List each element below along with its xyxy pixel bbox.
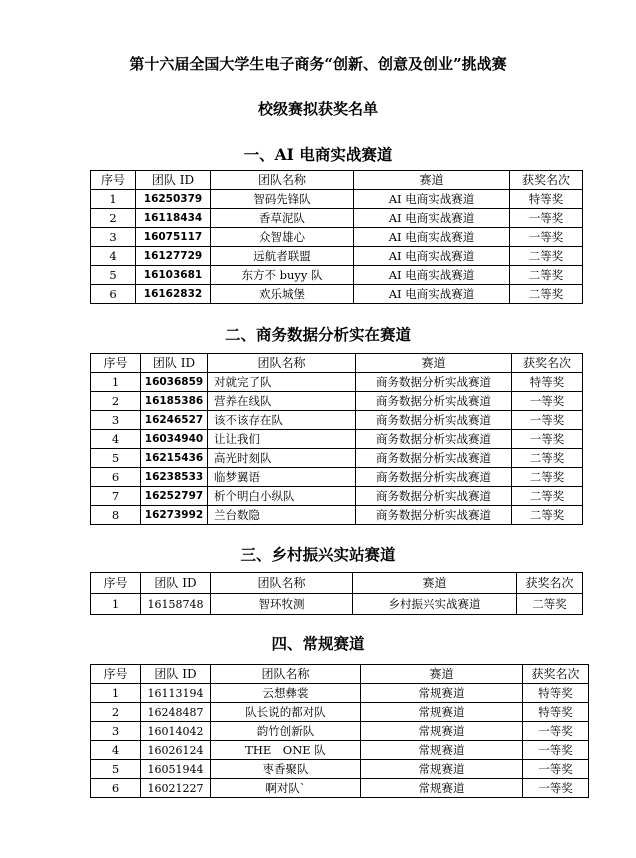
team-name: THE ONE 队 bbox=[211, 741, 361, 760]
section-heading-regular: 四、常规赛道 bbox=[271, 634, 365, 653]
column-header: 团队 ID bbox=[141, 573, 211, 594]
team-name: 云想彝裳 bbox=[211, 684, 361, 703]
team-id: 16026124 bbox=[141, 741, 211, 760]
award: 二等奖 bbox=[512, 449, 583, 468]
column-header: 团队 ID bbox=[141, 665, 211, 684]
row-number: 3 bbox=[91, 228, 136, 247]
award: 二等奖 bbox=[517, 594, 583, 615]
column-header: 赛道 bbox=[361, 665, 523, 684]
row-number: 5 bbox=[91, 266, 136, 285]
column-header: 获奖名次 bbox=[510, 171, 583, 190]
column-header: 团队名称 bbox=[208, 354, 356, 373]
award: 二等奖 bbox=[512, 468, 583, 487]
team-name: 临梦翼语 bbox=[208, 468, 356, 487]
section-heading-data-analysis: 二、商务数据分析实在赛道 bbox=[224, 325, 411, 344]
team-name: 队长说的都对队 bbox=[211, 703, 361, 722]
column-header: 团队 ID bbox=[136, 171, 211, 190]
table-row bbox=[91, 468, 583, 487]
row-number: 2 bbox=[91, 703, 141, 722]
column-header: 赛道 bbox=[354, 171, 510, 190]
track: 商务数据分析实战赛道 bbox=[356, 449, 512, 468]
team-name: 对就完了队 bbox=[208, 373, 356, 392]
track: 常规赛道 bbox=[361, 684, 523, 703]
table-row bbox=[91, 266, 583, 285]
team-name: 东方不 buyy 队 bbox=[211, 266, 354, 285]
team-id: 16250379 bbox=[136, 190, 211, 209]
team-id: 16014042 bbox=[141, 722, 211, 741]
team-name: 让让我们 bbox=[208, 430, 356, 449]
column-header: 序号 bbox=[91, 354, 141, 373]
track: AI 电商实战赛道 bbox=[354, 285, 510, 304]
award: 二等奖 bbox=[510, 266, 583, 285]
document-subtitle: 校级赛拟获奖名单 bbox=[257, 100, 378, 118]
track: AI 电商实战赛道 bbox=[354, 190, 510, 209]
track: AI 电商实战赛道 bbox=[354, 266, 510, 285]
team-name: 智码先锋队 bbox=[211, 190, 354, 209]
team-id: 16185386 bbox=[141, 392, 208, 411]
team-id: 16021227 bbox=[141, 779, 211, 798]
row-number: 3 bbox=[91, 411, 141, 430]
award: 一等奖 bbox=[523, 722, 589, 741]
row-number: 4 bbox=[91, 430, 141, 449]
team-id: 16127729 bbox=[136, 247, 211, 266]
column-header: 获奖名次 bbox=[512, 354, 583, 373]
team-id: 16248487 bbox=[141, 703, 211, 722]
row-number: 4 bbox=[91, 247, 136, 266]
row-number: 7 bbox=[91, 487, 141, 506]
table-row bbox=[91, 247, 583, 266]
document-title: 第十六届全国大学生电子商务“创新、创意及创业”挑战赛 bbox=[129, 55, 507, 73]
table-header-row bbox=[91, 573, 583, 594]
team-id: 16113194 bbox=[141, 684, 211, 703]
row-number: 6 bbox=[91, 285, 136, 304]
table-row bbox=[91, 722, 589, 741]
table-row bbox=[91, 209, 583, 228]
table-row bbox=[91, 741, 589, 760]
column-header: 赛道 bbox=[356, 354, 512, 373]
track: 常规赛道 bbox=[361, 760, 523, 779]
column-header: 团队 ID bbox=[141, 354, 208, 373]
award: 一等奖 bbox=[512, 430, 583, 449]
award: 二等奖 bbox=[512, 506, 583, 525]
team-name: 智环牧测 bbox=[211, 594, 353, 615]
award: 一等奖 bbox=[510, 228, 583, 247]
track: 常规赛道 bbox=[361, 779, 523, 798]
track: 商务数据分析实战赛道 bbox=[356, 487, 512, 506]
award: 一等奖 bbox=[523, 741, 589, 760]
track: 常规赛道 bbox=[361, 741, 523, 760]
row-number: 2 bbox=[91, 392, 141, 411]
award: 特等奖 bbox=[523, 703, 589, 722]
team-id: 16103681 bbox=[136, 266, 211, 285]
team-id: 16034940 bbox=[141, 430, 208, 449]
table-row bbox=[91, 684, 589, 703]
table-row bbox=[91, 779, 589, 798]
table-row bbox=[91, 190, 583, 209]
team-name: 兰台数隐 bbox=[208, 506, 356, 525]
award: 一等奖 bbox=[523, 779, 589, 798]
row-number: 1 bbox=[91, 373, 141, 392]
team-id: 16252797 bbox=[141, 487, 208, 506]
team-name: 枣香聚队 bbox=[211, 760, 361, 779]
track: 商务数据分析实战赛道 bbox=[356, 430, 512, 449]
team-name: 高光时刻队 bbox=[208, 449, 356, 468]
award: 二等奖 bbox=[510, 285, 583, 304]
award: 特等奖 bbox=[510, 190, 583, 209]
track: AI 电商实战赛道 bbox=[354, 228, 510, 247]
row-number: 3 bbox=[91, 722, 141, 741]
table-header-row bbox=[91, 665, 589, 684]
table-regular bbox=[90, 664, 589, 798]
award: 特等奖 bbox=[512, 373, 583, 392]
table-row bbox=[91, 430, 583, 449]
row-number: 1 bbox=[91, 684, 141, 703]
column-header: 赛道 bbox=[353, 573, 517, 594]
row-number: 6 bbox=[91, 468, 141, 487]
team-id: 16075117 bbox=[136, 228, 211, 247]
team-id: 16238533 bbox=[141, 468, 208, 487]
track: 商务数据分析实战赛道 bbox=[356, 506, 512, 525]
team-name: 营养在线队 bbox=[208, 392, 356, 411]
table-row bbox=[91, 285, 583, 304]
track: 常规赛道 bbox=[361, 703, 523, 722]
team-name: 香草泥队 bbox=[211, 209, 354, 228]
row-number: 1 bbox=[91, 190, 136, 209]
table-row bbox=[91, 411, 583, 430]
row-number: 8 bbox=[91, 506, 141, 525]
track: 商务数据分析实战赛道 bbox=[356, 392, 512, 411]
team-name: 啊对队` bbox=[211, 779, 361, 798]
team-id: 16036859 bbox=[141, 373, 208, 392]
table-row bbox=[91, 228, 583, 247]
table-row bbox=[91, 506, 583, 525]
table-data-analysis bbox=[90, 353, 583, 525]
column-header: 团队名称 bbox=[211, 171, 354, 190]
row-number: 4 bbox=[91, 741, 141, 760]
team-id: 16051944 bbox=[141, 760, 211, 779]
track: 常规赛道 bbox=[361, 722, 523, 741]
team-name: 该不该存在队 bbox=[208, 411, 356, 430]
table-row bbox=[91, 487, 583, 506]
team-id: 16162832 bbox=[136, 285, 211, 304]
table-row bbox=[91, 760, 589, 779]
column-header: 团队名称 bbox=[211, 573, 353, 594]
team-name: 众智雄心 bbox=[211, 228, 354, 247]
column-header: 团队名称 bbox=[211, 665, 361, 684]
award: 一等奖 bbox=[510, 209, 583, 228]
row-number: 5 bbox=[91, 449, 141, 468]
column-header: 获奖名次 bbox=[523, 665, 589, 684]
table-row bbox=[91, 373, 583, 392]
track: 商务数据分析实战赛道 bbox=[356, 411, 512, 430]
award: 一等奖 bbox=[512, 411, 583, 430]
table-row bbox=[91, 594, 583, 615]
award: 二等奖 bbox=[512, 487, 583, 506]
track: 乡村振兴实战赛道 bbox=[353, 594, 517, 615]
team-id: 16118434 bbox=[136, 209, 211, 228]
award: 二等奖 bbox=[510, 247, 583, 266]
team-id: 16158748 bbox=[141, 594, 211, 615]
table-row bbox=[91, 703, 589, 722]
table-header-row bbox=[91, 354, 583, 373]
column-header: 序号 bbox=[91, 665, 141, 684]
table-row bbox=[91, 449, 583, 468]
row-number: 2 bbox=[91, 209, 136, 228]
team-name: 远航者联盟 bbox=[211, 247, 354, 266]
award: 一等奖 bbox=[512, 392, 583, 411]
row-number: 1 bbox=[91, 594, 141, 615]
award: 一等奖 bbox=[523, 760, 589, 779]
track: AI 电商实战赛道 bbox=[354, 247, 510, 266]
column-header: 获奖名次 bbox=[517, 573, 583, 594]
track: 商务数据分析实战赛道 bbox=[356, 468, 512, 487]
track: AI 电商实战赛道 bbox=[354, 209, 510, 228]
team-id: 16215436 bbox=[141, 449, 208, 468]
column-header: 序号 bbox=[91, 573, 141, 594]
table-header-row bbox=[91, 171, 583, 190]
row-number: 6 bbox=[91, 779, 141, 798]
team-name: 欢乐城堡 bbox=[211, 285, 354, 304]
award: 特等奖 bbox=[523, 684, 589, 703]
row-number: 5 bbox=[91, 760, 141, 779]
team-name: 析个明白小纵队 bbox=[208, 487, 356, 506]
table-ai bbox=[90, 170, 583, 304]
column-header: 序号 bbox=[91, 171, 136, 190]
team-id: 16273992 bbox=[141, 506, 208, 525]
table-row bbox=[91, 392, 583, 411]
section-heading-rural: 三、乡村振兴实站赛道 bbox=[240, 545, 396, 564]
track: 商务数据分析实战赛道 bbox=[356, 373, 512, 392]
team-name: 韵竹创新队 bbox=[211, 722, 361, 741]
team-id: 16246527 bbox=[141, 411, 208, 430]
table-rural bbox=[90, 572, 583, 615]
section-heading-ai: 一、AI 电商实战赛道 bbox=[243, 145, 393, 164]
